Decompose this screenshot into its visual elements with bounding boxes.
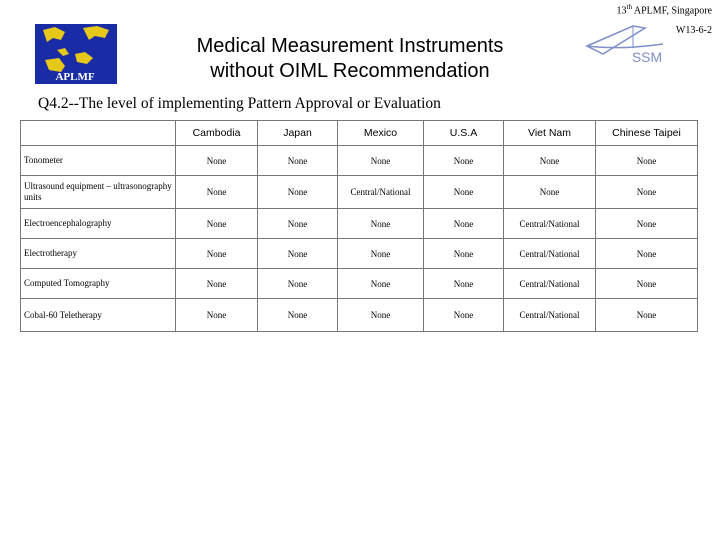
table-cell: None	[338, 239, 424, 269]
ssm-logo	[583, 24, 673, 74]
table-cell: None	[258, 209, 338, 239]
table-cell: None	[176, 209, 258, 239]
row-label: Ultrasound equipment – ultrasonography units	[21, 176, 176, 209]
table-cell: None	[424, 299, 504, 332]
aplmf-logo	[35, 24, 117, 84]
column-header: Chinese Taipei	[596, 121, 698, 146]
table-cell: None	[596, 269, 698, 299]
table-cell: None	[176, 239, 258, 269]
table-cell: Central/National	[504, 299, 596, 332]
table-cell: None	[258, 269, 338, 299]
column-header: Japan	[258, 121, 338, 146]
svg-text:APLMF: APLMF	[55, 71, 95, 83]
table-cell: None	[338, 269, 424, 299]
document-code: W13-6-2	[675, 25, 712, 36]
table-cell: None	[504, 176, 596, 209]
table-cell: None	[338, 299, 424, 332]
table-cell: None	[338, 146, 424, 176]
table-cell: None	[424, 146, 504, 176]
table-cell: None	[596, 209, 698, 239]
table-cell: None	[258, 176, 338, 209]
table-cell: None	[258, 146, 338, 176]
conference-label: 13th APLMF, Singapore	[616, 3, 712, 17]
row-label: Computed Tomography	[21, 269, 176, 299]
table-cell: None	[424, 209, 504, 239]
table-row	[21, 269, 698, 299]
table-header-row	[21, 121, 698, 146]
column-header: U.S.A	[424, 121, 504, 146]
row-label: Tonometer	[21, 146, 176, 176]
header-corner	[21, 121, 176, 146]
table-row	[21, 239, 698, 269]
column-header: Mexico	[338, 121, 424, 146]
title-line-2: without OIML Recommendation	[210, 60, 490, 82]
table-cell: None	[176, 299, 258, 332]
svg-text:SSM: SSM	[631, 49, 663, 65]
table-cell: None	[176, 146, 258, 176]
table-cell: Central/National	[338, 176, 424, 209]
row-label: Electroencephalography	[21, 209, 176, 239]
table-cell: None	[176, 176, 258, 209]
table-cell: None	[596, 239, 698, 269]
table-row	[21, 176, 698, 209]
table-cell: None	[258, 239, 338, 269]
slide-title	[150, 34, 550, 84]
table-cell: None	[596, 299, 698, 332]
table-cell: Central/National	[504, 209, 596, 239]
table-cell: Central/National	[504, 239, 596, 269]
table-row	[21, 209, 698, 239]
approval-table	[20, 120, 698, 332]
table-cell: None	[176, 269, 258, 299]
table-row	[21, 146, 698, 176]
table-cell: None	[504, 146, 596, 176]
column-header: Viet Nam	[504, 121, 596, 146]
table-cell: None	[596, 176, 698, 209]
table-cell: None	[424, 176, 504, 209]
table-cell: None	[338, 209, 424, 239]
row-label: Cobal-60 Teletherapy	[21, 299, 176, 332]
table-cell: None	[424, 269, 504, 299]
table-cell: None	[596, 146, 698, 176]
title-line-1: Medical Measurement Instruments	[196, 35, 504, 57]
column-header: Cambodia	[176, 121, 258, 146]
question-text: Q4.2--The level of implementing Pattern Approval or Evaluation	[38, 95, 441, 112]
row-label: Electrotherapy	[21, 239, 176, 269]
table-cell: None	[258, 299, 338, 332]
table-cell: Central/National	[504, 269, 596, 299]
table-cell: None	[424, 239, 504, 269]
table-row	[21, 299, 698, 332]
